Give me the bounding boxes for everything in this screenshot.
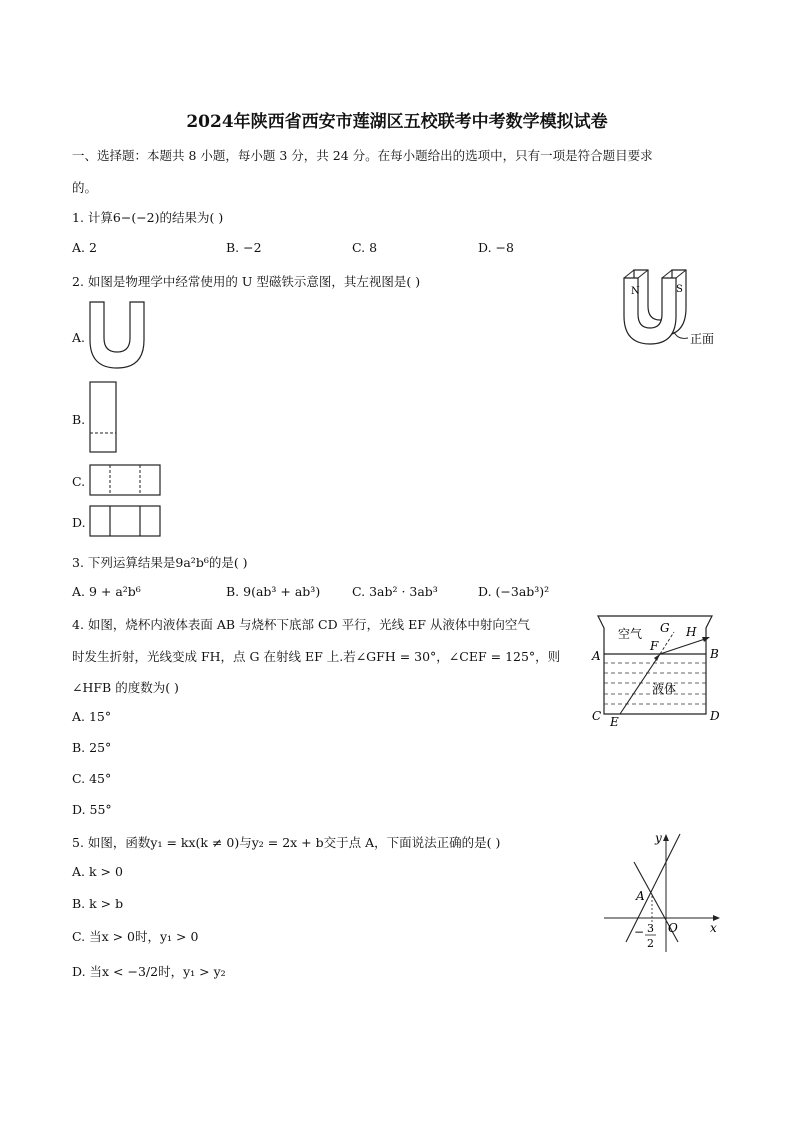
magnet-figure [614, 266, 724, 356]
magnet-label-n: N [631, 286, 640, 297]
question-2-stem: 2. 如图是物理学中经常使用的 U 型磁铁示意图，其左视图是( ) [72, 274, 421, 289]
graph-origin-label: O [668, 921, 678, 935]
q1-option-c[interactable]: C. 8 [352, 240, 378, 255]
q2-option-d-figure [88, 504, 162, 538]
section-instructions: 一、选择题：本题共 8 小题，每小题 3 分，共 24 分。在每小题给出的选项中，只有一项是符合题目要求 [72, 148, 653, 163]
q5-option-c[interactable]: C. 当x > 0时，y₁ > 0 [72, 929, 199, 944]
question-4-stem-line3: ∠HFB 的度数为( ) [72, 680, 179, 695]
q2-option-c[interactable]: C. [72, 474, 86, 489]
graph-point-a-label: A [636, 889, 645, 903]
point-h-label: H [686, 625, 697, 639]
function-graph-figure [600, 828, 730, 958]
q4-option-b[interactable]: B. 25° [72, 740, 112, 755]
q5-option-d[interactable]: D. 当x < −3/2时，y₁ > y₂ [72, 964, 226, 979]
q1-option-a[interactable]: A. 2 [72, 240, 97, 255]
magnet-label-s: S [676, 284, 683, 295]
graph-frac-num: 3 [647, 922, 654, 935]
q1-option-b[interactable]: B. −2 [226, 240, 262, 255]
beaker-figure [590, 610, 730, 730]
question-4-stem-line2: 时发生折射，光线变成 FH，点 G 在射线 EF 上.若∠GFH = 30°，∠CEF = 125°，则 [72, 649, 561, 664]
q3-option-b[interactable]: B. 9(ab³ + ab³) [226, 584, 321, 599]
question-1-stem: 1. 计算6−(−2)的结果为( ) [72, 210, 224, 225]
q2-option-a[interactable]: A. [72, 330, 86, 345]
graph-y-label: y [655, 831, 662, 845]
q4-option-d[interactable]: D. 55° [72, 802, 112, 817]
page-title: 2024年陕西省西安市莲湖区五校联考中考数学模拟试卷 [186, 112, 608, 132]
q2-option-d[interactable]: D. [72, 515, 86, 530]
q4-option-c[interactable]: C. 45° [72, 771, 112, 786]
q2-option-b[interactable]: B. [72, 412, 86, 427]
point-c-label: C [592, 709, 602, 723]
q4-option-a[interactable]: A. 15° [72, 709, 112, 724]
graph-minus: − [634, 925, 645, 939]
q5-option-b[interactable]: B. k > b [72, 896, 124, 911]
magnet-label-front: 正面 [690, 332, 715, 346]
point-g-label: G [660, 621, 670, 635]
q5-option-a[interactable]: A. k > 0 [72, 864, 123, 879]
q2-option-c-figure [88, 463, 162, 497]
section-instructions-cont: 的。 [72, 180, 98, 195]
beaker-liquid-label: 液体 [652, 682, 677, 696]
question-5-stem: 5. 如图，函数y₁ = kx(k ≠ 0)与y₂ = 2x + b交于点 A，下面说法正确的是( ) [72, 835, 501, 850]
q2-option-b-figure [88, 380, 118, 454]
graph-x-label: x [710, 921, 717, 935]
point-d-label: D [710, 709, 720, 723]
q3-option-d[interactable]: D. (−3ab³)² [478, 584, 550, 599]
question-4-stem-line1: 4. 如图，烧杯内液体表面 AB 与烧杯下底部 CD 平行，光线 EF 从液体中射向空气 [72, 617, 530, 632]
point-f-label: F [650, 639, 659, 653]
point-a-label: A [592, 649, 601, 663]
beaker-air-label: 空气 [618, 627, 643, 641]
q2-option-a-figure [86, 300, 150, 372]
q3-option-a[interactable]: A. 9 + a²b⁶ [72, 584, 141, 599]
question-3-stem: 3. 下列运算结果是9a²b⁶的是( ) [72, 555, 248, 570]
graph-frac-den: 2 [647, 937, 654, 950]
point-e-label: E [610, 715, 619, 729]
q3-option-c[interactable]: C. 3ab² · 3ab³ [352, 584, 438, 599]
q1-option-d[interactable]: D. −8 [478, 240, 514, 255]
point-b-label: B [710, 647, 719, 661]
